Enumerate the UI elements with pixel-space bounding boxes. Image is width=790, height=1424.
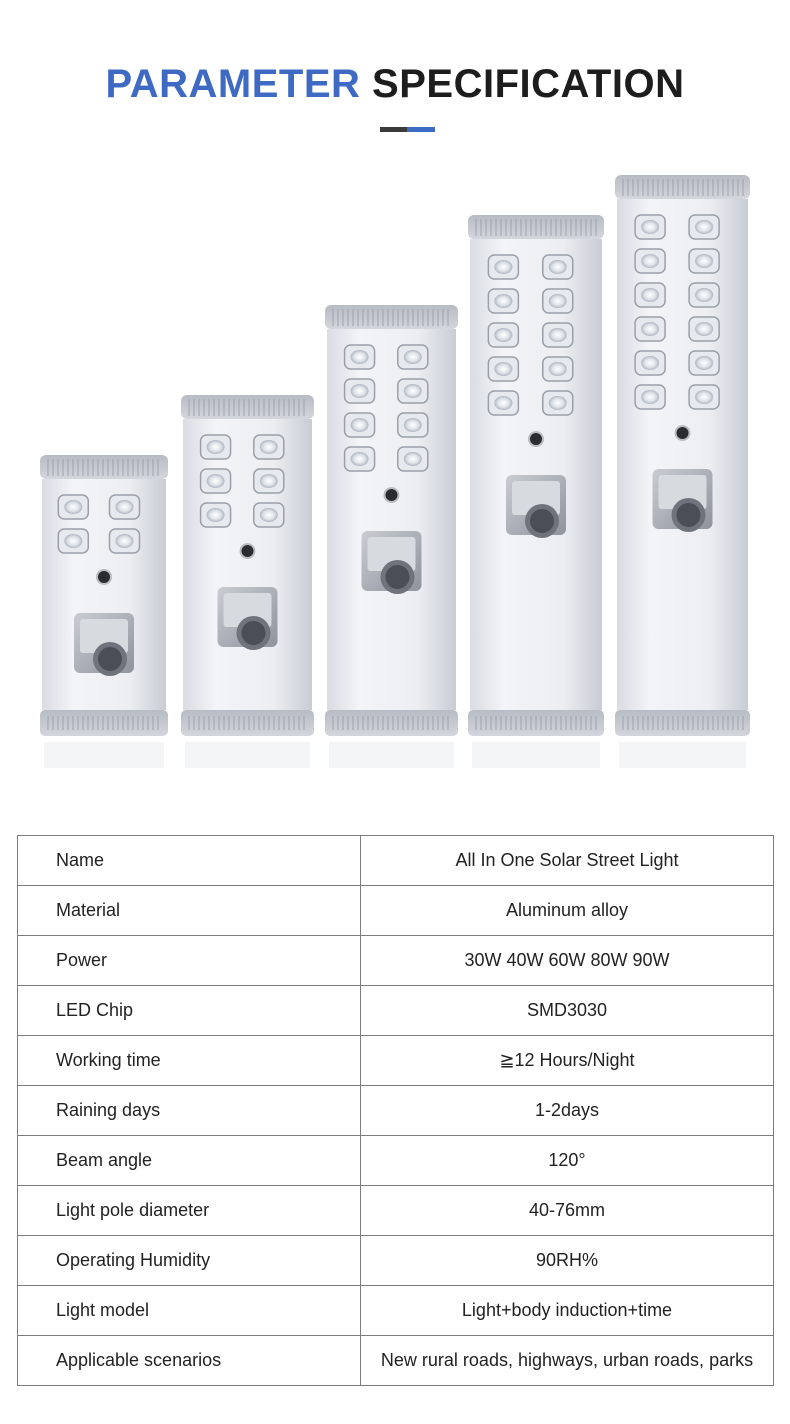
spec-row: [18, 986, 774, 1036]
spec-row: [18, 886, 774, 936]
floor-reflection: [185, 742, 310, 768]
spec-row: [18, 1336, 774, 1386]
spec-row: [18, 1236, 774, 1286]
spec-row: [18, 936, 774, 986]
sensor-icon: [529, 432, 543, 446]
title-highlight: PARAMETER: [105, 62, 361, 106]
spec-key: Material: [18, 886, 361, 936]
spec-value: 1-2days: [361, 1086, 774, 1136]
spec-key: Applicable scenarios: [18, 1336, 361, 1386]
floor-reflection: [472, 742, 600, 768]
spec-row: [18, 1186, 774, 1236]
underline-blue: [407, 127, 435, 132]
spec-value: 120°: [361, 1136, 774, 1186]
floor-reflection: [44, 742, 164, 768]
spec-key: Working time: [18, 1036, 361, 1086]
spec-row: [18, 1286, 774, 1336]
spec-table: [17, 835, 774, 1386]
spec-value: New rural roads, highways, urban roads, parks: [361, 1336, 774, 1386]
spec-key: LED Chip: [18, 986, 361, 1036]
light-body: [617, 199, 748, 710]
underline-dark: [380, 127, 407, 132]
light-bottom-cap: [40, 710, 168, 736]
sensor-icon: [241, 544, 255, 558]
spec-key: Power: [18, 936, 361, 986]
sensor-icon: [385, 488, 399, 502]
street-light-1: [40, 455, 168, 768]
spec-key: Name: [18, 836, 361, 886]
title-main: SPECIFICATION: [372, 62, 685, 106]
spec-row: [18, 1086, 774, 1136]
spec-row: [18, 1136, 774, 1186]
light-top-cap: [40, 455, 168, 479]
title-underline: [380, 127, 435, 132]
spec-key: Operating Humidity: [18, 1236, 361, 1286]
spec-row: [18, 1036, 774, 1086]
street-light-2: [181, 395, 314, 768]
spec-value: 90RH%: [361, 1236, 774, 1286]
sensor-icon: [97, 570, 111, 584]
spec-value: SMD3030: [361, 986, 774, 1036]
light-body: [183, 419, 312, 710]
street-light-4: [468, 215, 604, 768]
page-title: [0, 62, 790, 107]
spec-key: Beam angle: [18, 1136, 361, 1186]
sensor-icon: [676, 426, 690, 440]
product-lineup-image: [0, 150, 790, 790]
spec-value: All In One Solar Street Light: [361, 836, 774, 886]
spec-value: Aluminum alloy: [361, 886, 774, 936]
spec-key: Raining days: [18, 1086, 361, 1136]
spec-value: 40-76mm: [361, 1186, 774, 1236]
spec-value: 30W 40W 60W 80W 90W: [361, 936, 774, 986]
street-light-5: [615, 175, 750, 768]
spec-value: Light+body induction+time: [361, 1286, 774, 1336]
spec-key: Light model: [18, 1286, 361, 1336]
spec-value: ≧12 Hours/Night: [361, 1036, 774, 1086]
spec-row: [18, 836, 774, 886]
floor-reflection: [329, 742, 454, 768]
floor-reflection: [619, 742, 746, 768]
street-light-3: [325, 305, 458, 768]
spec-key: Light pole diameter: [18, 1186, 361, 1236]
